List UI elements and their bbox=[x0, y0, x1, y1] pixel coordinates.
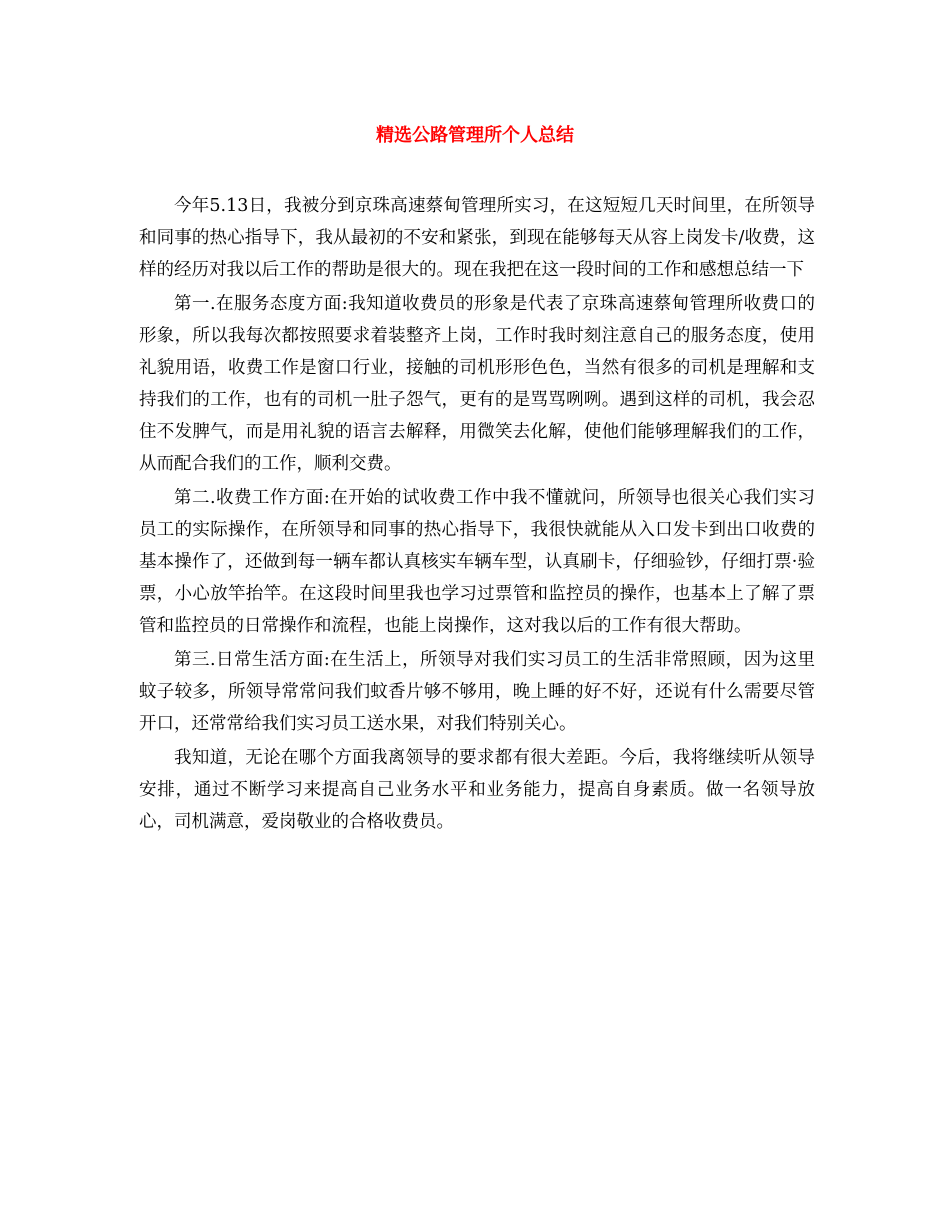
paragraph-daily-life: 第三.日常生活方面:在生活上，所领导对我们实习员工的生活非常照顾，因为这里蚊子较多，所领导常常问我们蚊香片够不够用，晚上睡的好不好，还说有什么需要尽管开口，还常常给我们实习员工送水果，对我们特别关心。 bbox=[139, 650, 815, 734]
paragraph-intro: 今年5.13日，我被分到京珠高速蔡甸管理所实习，在这短短几天时间里，在所领导和同事的热心指导下，我从最初的不安和紧张，到现在能够每天从容上岗发卡/收费，这样的经历对我以后工作的帮助是很大的。现在我把在这一段时间的工作和感想总结一下 bbox=[139, 196, 815, 280]
paragraph-service-attitude: 第一.在服务态度方面:我知道收费员的形象是代表了京珠高速蔡甸管理所收费口的形象，所以我每次都按照要求着装整齐上岗，工作时我时刻注意自己的服务态度，使用礼貌用语，收费工作是窗口行业，接触的司机形形色色，当然有很多的司机是理解和支持我们的工作，也有的司机一肚子怨气，更有的是骂骂咧咧。遇到这样的司机，我会忍住不发脾气，而是用礼貌的语言去解释，用微笑去化解，使他们能够理解我们的工作，从而配合我们的工作，顺利交费。 bbox=[139, 294, 815, 474]
paragraph-conclusion: 我知道，无论在哪个方面我离领导的要求都有很大差距。今后，我将继续听从领导安排，通过不断学习来提高自己业务水平和业务能力，提高自身素质。做一名领导放心，司机满意，爱岗敬业的合格收费员。 bbox=[139, 748, 815, 832]
paragraph-toll-work: 第二.收费工作方面:在开始的试收费工作中我不懂就问，所领导也很关心我们实习员工的实际操作，在所领导和同事的热心指导下，我很快就能从入口发卡到出口收费的基本操作了，还做到每一辆车都认真核实车辆车型，认真刷卡，仔细验钞，仔细打票·验票，小心放竿抬竿。在这段时间里我也学习过票管和监控员的操作，也基本上了解了票管和监控员的日常操作和流程，也能上岗操作，这对我以后的工作有很大帮助。 bbox=[139, 488, 815, 636]
document-body bbox=[139, 190, 815, 840]
document-title: 精选公路管理所个人总结 bbox=[376, 125, 574, 146]
